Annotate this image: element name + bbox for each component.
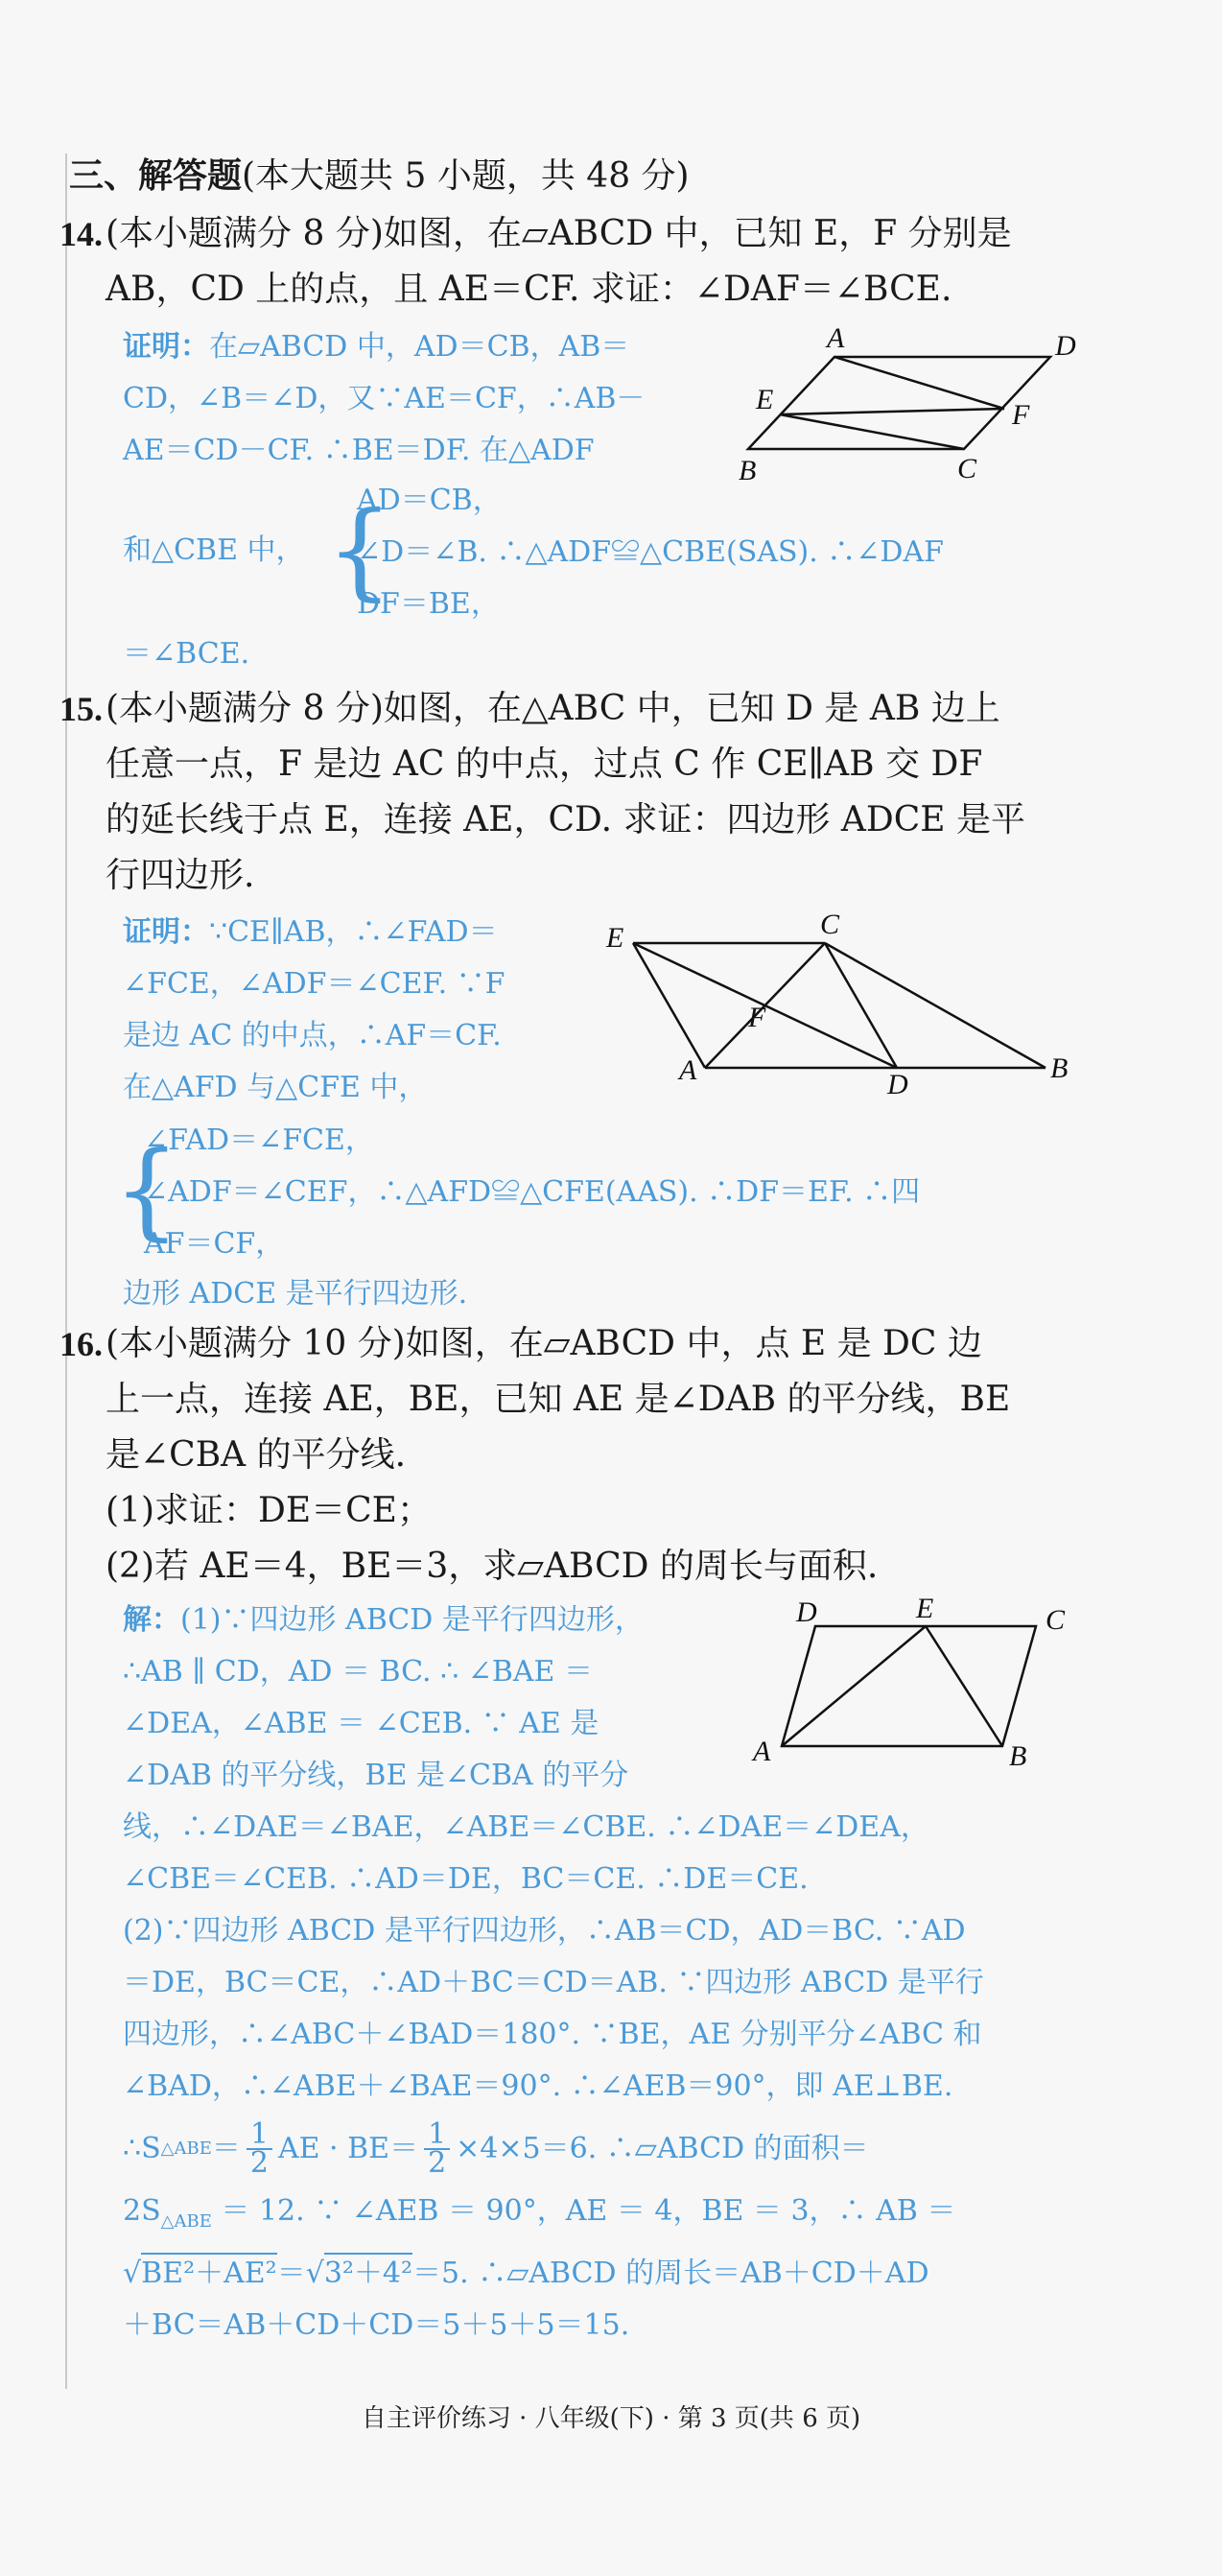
answer-line: ∠CBE＝∠CEB. ∴AD＝DE，BC＝CE. ∴DE＝CE. [123, 1862, 809, 1896]
page-margin-rule [65, 154, 67, 2389]
answer-label: 解： [123, 1603, 180, 1637]
answer-line: 线，∴∠DAE＝∠BAE，∠ABE＝∠CBE. ∴∠DAE＝∠DEA， [123, 1810, 929, 1844]
answer-label: 证明： [123, 915, 209, 949]
section-subheading: (本大题共 5 小题，共 48 分) [242, 156, 690, 196]
answer-15 [123, 907, 505, 1114]
point-label-c: C [820, 909, 840, 940]
parallelogram-abcd [748, 357, 1050, 449]
answer-label: 证明： [123, 330, 209, 364]
section-heading: 三、解答题 [69, 155, 243, 196]
brace-symbol: { [113, 1128, 180, 1251]
point-label-b: B [1009, 1740, 1027, 1772]
answer-text: ×4×5＝6. ∴▱ABCD 的面积＝ [456, 2132, 869, 2165]
answer-14 [123, 321, 645, 477]
question-text-line: (本小题满分 10 分)如图，在▱ABCD 中，点 E 是 DC 边 [106, 1324, 982, 1363]
brace-symbol: { [326, 488, 393, 611]
question-number: 16. [59, 1325, 103, 1363]
answer-line: DF＝BE， [357, 587, 500, 621]
point-label-d: D [796, 1596, 817, 1628]
answer-15-end [123, 1268, 467, 1320]
answer-line: ∠FCE，∠ADF＝∠CEF. ∵F [123, 967, 505, 1001]
point-label-b: B [1050, 1052, 1069, 1084]
point-label-e: E [606, 922, 624, 954]
answer-line: AE＝CD－CF. ∴BE＝DF. 在△ADF [123, 434, 595, 467]
answer-line: AD＝CB， [357, 484, 502, 517]
question-text-line: 上一点，连接 AE，BE，已知 AE 是∠DAB 的平分线，BE [106, 1380, 1011, 1419]
answer-text: ＝5. ∴▱ABCD 的周长＝AB＋CD＋AD [412, 2257, 929, 2290]
subscript: △ABE [160, 2211, 212, 2232]
question-text-line: (1)求证：DE＝CE； [106, 1491, 432, 1530]
answer-text: ∴S [123, 2132, 161, 2165]
fraction-numerator: 1 [247, 2121, 272, 2150]
segment-ef [780, 409, 1004, 414]
question-number: 15. [59, 690, 103, 728]
question-15 [59, 681, 1084, 904]
fraction-half [424, 2117, 450, 2180]
answer-14-end [123, 628, 249, 680]
answer-line-area-2 [123, 2186, 984, 2248]
question-14 [59, 206, 1084, 318]
answer-line: 和△CBE 中， [123, 533, 305, 567]
answer-15-brace-cases [144, 1115, 920, 1270]
answer-text: ＝ [276, 2257, 306, 2290]
answer-line: (2)∵四边形 ABCD 是平行四边形，∴AB＝CD，AD＝BC. ∵AD [123, 1914, 966, 1948]
question-text-line: 行四边形. [106, 856, 255, 895]
answer-text: AE · BE＝ [277, 2132, 419, 2165]
answer-line: 是边 AC 的中点，∴AF＝CF. [123, 1019, 502, 1052]
answer-line: ＋BC＝AB＋CD＋CD＝5＋5＋5＝15. [123, 2308, 630, 2342]
answer-14-brace-prefix [123, 525, 305, 577]
point-label-e: E [756, 384, 774, 415]
answer-14-brace-cases [357, 475, 944, 630]
answer-line: ＝DE，BC＝CE，∴AD＋BC＝CD＝AB. ∵四边形 ABCD 是平行 [123, 1966, 984, 1999]
answer-text: 2S [123, 2194, 161, 2228]
answer-line: ∠DEA，∠ABE ＝ ∠CEB. ∵ AE 是 [123, 1707, 599, 1740]
segment-be [926, 1626, 1002, 1746]
answer-line: ∴AB ∥ CD，AD ＝ BC. ∴ ∠BAE ＝ [123, 1655, 593, 1689]
question-number: 14. [59, 215, 103, 253]
question-text-line: AB，CD 上的点，且 AE＝CF. 求证：∠DAF＝∠BCE. [106, 270, 952, 309]
fraction-denominator: 2 [249, 2146, 269, 2180]
question-text-line: (2)若 AE＝4，BE＝3，求▱ABCD 的周长与面积. [106, 1547, 879, 1586]
answer-line: CD，∠B＝∠D，又∵AE＝CF，∴AB－ [123, 382, 646, 415]
point-label-f: F [1012, 399, 1030, 431]
answer-line: ＝∠BCE. [123, 637, 250, 671]
figure-15-triangle [604, 907, 1084, 1099]
segment-ea [633, 943, 705, 1068]
point-label-f: F [748, 1002, 766, 1033]
point-label-d: D [887, 1069, 908, 1099]
segment-ec [780, 414, 964, 449]
fraction-denominator: 2 [428, 2146, 447, 2180]
question-16 [59, 1316, 1084, 1595]
parallelogram-abcd [782, 1626, 1036, 1746]
segment-cd [825, 943, 897, 1068]
point-label-e: E [916, 1593, 934, 1624]
answer-line: ∠ADF＝∠CEF，∴△AFD≌△CFE(AAS). ∴DF＝EF. ∴四 [144, 1175, 921, 1209]
answer-line-area-3: √BE²＋AE²＝√3²＋4²＝5. ∴▱ABCD 的周长＝AB＋CD＋AD [123, 2248, 984, 2300]
subscript: △ABE [160, 2139, 212, 2159]
question-text-line: 的延长线于点 E，连接 AE，CD. 求证：四边形 ADCE 是平 [106, 800, 1026, 839]
answer-line: ∠BAD，∴∠ABE＋∠BAE＝90°. ∴∠AEB＝90°，即 AE⊥BE. [123, 2069, 953, 2103]
answer-line: 边形 ADCE 是平行四边形. [123, 1277, 468, 1311]
point-label-c: C [957, 453, 977, 484]
section-title [69, 154, 690, 199]
answer-line: 四边形，∴∠ABC＋∠BAD＝180°. ∵BE，AE 分别平分∠ABC 和 [123, 2018, 982, 2051]
answer-line-area [123, 2113, 984, 2186]
point-label-a: A [679, 1054, 697, 1086]
question-text-line: 是∠CBA 的平分线. [106, 1435, 407, 1475]
answer-line: ∵CE∥AB，∴∠FAD＝ [209, 915, 498, 949]
question-text-line: 任意一点，F 是边 AC 的中点，过点 C 作 CE∥AB 交 DF [106, 744, 983, 784]
segment-ae [782, 1626, 926, 1746]
point-label-a: A [827, 322, 845, 354]
point-label-c: C [1046, 1604, 1066, 1636]
figure-16-parallelogram [748, 1593, 1084, 1775]
segment-af [834, 357, 1004, 409]
answer-text: ＝ 12. ∵ ∠AEB ＝ 90°，AE ＝ 4，BE ＝ 3，∴ AB ＝ [221, 2194, 956, 2228]
answer-line: (1)∵四边形 ABCD 是平行四边形， [180, 1603, 644, 1637]
answer-line: ∠FAD＝∠FCE， [144, 1123, 374, 1157]
sqrt-radicand: BE²＋AE² [141, 2253, 277, 2290]
page-footer: 自主评价练习 · 八年级(下) · 第 3 页(共 6 页) [361, 2404, 861, 2433]
answer-line: ∠DAB 的平分线，BE 是∠CBA 的平分 [123, 1759, 629, 1792]
answer-line: 在▱ABCD 中，AD＝CB，AB＝ [209, 330, 630, 364]
answer-line: ∠D＝∠B. ∴△ADF≌△CBE(SAS). ∴∠DAF [357, 535, 944, 569]
answer-text: ＝ [211, 2132, 241, 2165]
fraction-half [247, 2117, 272, 2180]
question-text-line: (本小题满分 8 分)如图，在△ABC 中，已知 D 是 AB 边上 [106, 689, 1000, 728]
point-label-b: B [739, 455, 757, 486]
sqrt-radicand: 3²＋4² [324, 2253, 412, 2290]
figure-14-parallelogram [719, 317, 1084, 489]
question-text-line: (本小题满分 8 分)如图，在▱ABCD 中，已知 E，F 分别是 [106, 214, 1012, 253]
point-label-a: A [753, 1736, 771, 1767]
answer-line: 在△AFD 与△CFE 中， [123, 1071, 428, 1104]
fraction-numerator: 1 [424, 2121, 450, 2150]
point-label-d: D [1055, 330, 1076, 362]
answer-line: AF＝CF， [144, 1227, 285, 1261]
